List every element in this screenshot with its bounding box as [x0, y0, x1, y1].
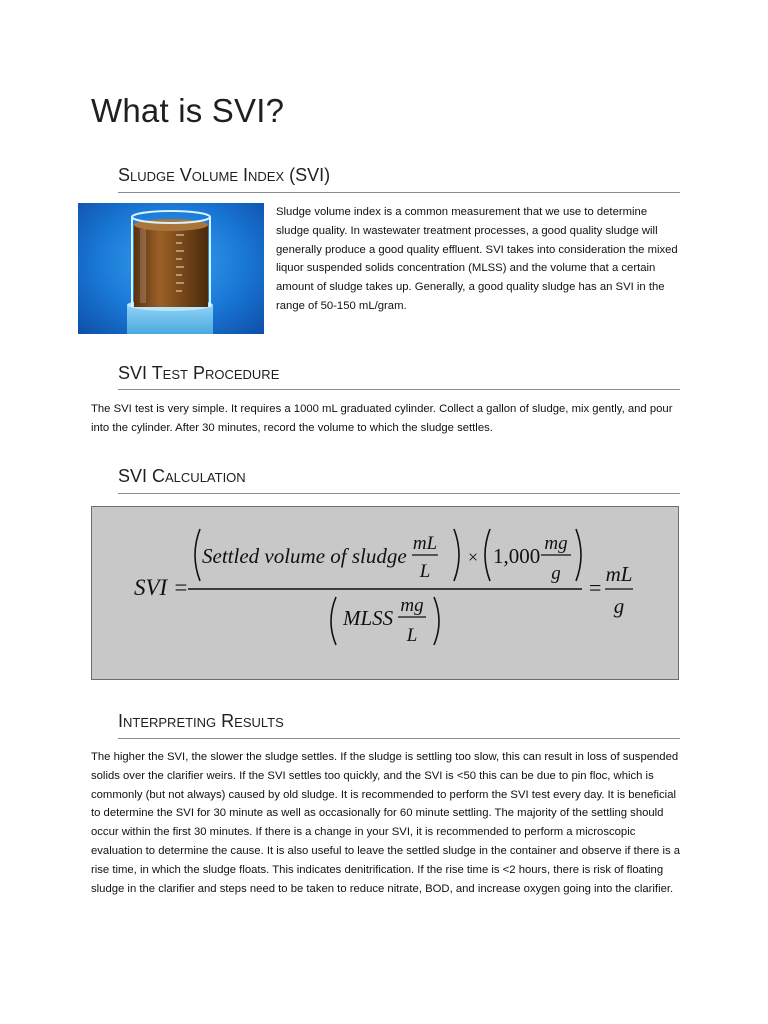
heading-svi-test-procedure: SVI Test Procedure [118, 363, 280, 383]
paren-right [576, 529, 581, 581]
formula-unit-l: L [419, 561, 431, 582]
formula-numerator-term2: 1,000 [493, 544, 541, 568]
paren-left [195, 529, 200, 581]
formula-result-numerator: mL [605, 562, 633, 586]
heading-rule [118, 192, 680, 193]
formula-equals: = [589, 575, 602, 600]
heading-rule [118, 493, 680, 494]
paren-left [331, 597, 336, 645]
formula-unit-l: L [406, 625, 418, 646]
heading-interpreting-results: Interpreting Results [118, 711, 284, 731]
graduated-cylinder-illustration [78, 203, 264, 334]
paren-right [454, 529, 459, 581]
heading-rule [118, 738, 680, 739]
graduated-cylinder-photo [78, 203, 264, 334]
svi-formula-box [91, 506, 679, 680]
formula-unit-mg: mg [544, 533, 568, 554]
formula-unit-ml: mL [412, 533, 438, 554]
formula-denominator-term: MLSS [343, 606, 394, 630]
heading-sludge-volume-index: Sludge Volume Index (SVI) [118, 165, 331, 185]
heading-svi-calculation: SVI Calculation [118, 466, 246, 486]
formula-unit-g: g [551, 563, 561, 584]
formula-unit-mg: mg [400, 595, 424, 616]
formula-numerator-term1: Settled volume of sludge [202, 544, 407, 568]
heading-rule [118, 389, 680, 390]
paren-left [485, 529, 490, 581]
test-procedure-text: The SVI test is very simple. It requires a 1000 mL graduated cylinder. Collect a gallon of sludge, mix gently, and pour into the cylinder. After 30 minutes, record the volume to which the sludge settles. [91, 403, 673, 434]
interpreting-results-text: The higher the SVI, the slower the sludge settles. If the sludge is settling too slow, this can result in loss of suspended solids over the clarifier weirs. If the SVI settles too quickly, and the SVI is <50 this can be due to pin floc, which is commonly (but not always) caused by old sludge. It is recommended to perform the SVI test every day. It is beneficial to determine the SVI for 30 minute as well as occasionally for 60 minute settling. The majority of the settling should occur within the first 30 minutes. If there is a change in your SVI, it is recommended to perform a microscopic evaluation to determine the cause. It is also useful to leave the settled sludge in the container and observe if there is a rise time, in which the sludge floats. This indicates denitrification. If the rise time is <2 hours, there is risk of floating sludge in the clarifier and steps need to be taken to reduce nitrate, BOD, and increase oxygen going into the clarifier. [91, 751, 681, 895]
svi-definition-text: Sludge volume index is a common measurement that we use to determine sludge quality. In wastewater treatment processes, a good quality sludge will generally produce a good quality effluent. SVI takes into consideration the mixed liquor suspended solids concentration (MLSS) and the volume that a certain amount of sludge takes up. Generally, a good quality sludge has an SVI in the range of 50-150 mL/gram. [276, 206, 678, 312]
paren-right [434, 597, 439, 645]
formula-times: × [468, 547, 479, 567]
page-title: What is SVI? [91, 92, 285, 129]
formula-lhs: SVI = [134, 575, 189, 600]
formula-result-denominator: g [613, 594, 625, 618]
svi-formula [92, 507, 678, 679]
